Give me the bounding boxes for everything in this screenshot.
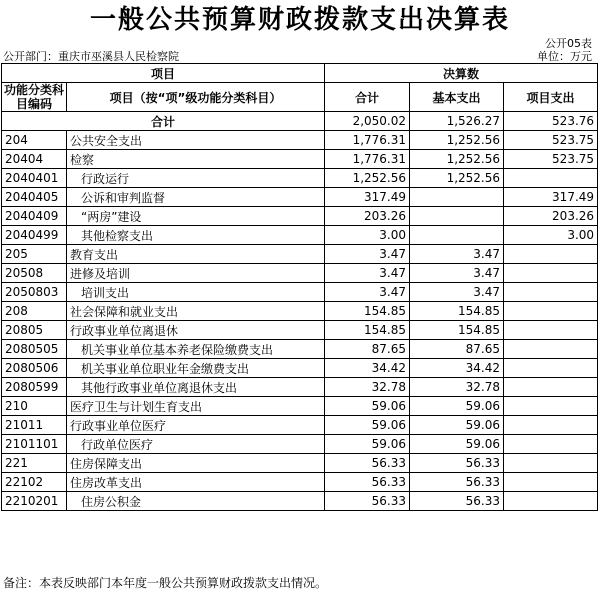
table-row <box>2 492 598 511</box>
row-code: 21011 <box>2 416 67 435</box>
row-code: 20805 <box>2 321 67 340</box>
row-name: “两房”建设 <box>67 207 325 226</box>
row-basic: 154.85 <box>410 321 504 340</box>
header-item: 项目 <box>2 64 325 83</box>
row-basic: 1,252.56 <box>410 150 504 169</box>
table-row <box>2 245 598 264</box>
header-row-1 <box>2 64 598 83</box>
row-code: 210 <box>2 397 67 416</box>
table-row <box>2 188 598 207</box>
row-project: 3.00 <box>504 226 598 245</box>
row-project <box>504 454 598 473</box>
row-code: 2040401 <box>2 169 67 188</box>
row-name: 住房保障支出 <box>67 454 325 473</box>
row-code: 20508 <box>2 264 67 283</box>
row-total: 154.85 <box>325 321 410 340</box>
table-row <box>2 340 598 359</box>
table-row <box>2 435 598 454</box>
table-row <box>2 397 598 416</box>
row-total: 56.33 <box>325 492 410 511</box>
row-name: 教育支出 <box>67 245 325 264</box>
row-basic: 3.47 <box>410 283 504 302</box>
row-project <box>504 169 598 188</box>
row-project <box>504 264 598 283</box>
row-project <box>504 340 598 359</box>
table-row <box>2 226 598 245</box>
row-total: 317.49 <box>325 188 410 207</box>
table-row <box>2 321 598 340</box>
row-basic <box>410 226 504 245</box>
row-name: 住房改革支出 <box>67 473 325 492</box>
row-name: 检察 <box>67 150 325 169</box>
row-total: 56.33 <box>325 473 410 492</box>
row-basic: 1,252.56 <box>410 169 504 188</box>
row-total: 59.06 <box>325 435 410 454</box>
meta-row <box>0 48 598 64</box>
row-name: 医疗卫生与计划生育支出 <box>67 397 325 416</box>
row-basic: 56.33 <box>410 473 504 492</box>
header-name: 项目（按“项”级功能分类科目） <box>67 83 325 112</box>
row-total: 1,776.31 <box>325 150 410 169</box>
row-code: 204 <box>2 131 67 150</box>
row-name: 公诉和审判监督 <box>67 188 325 207</box>
header-row-2 <box>2 83 598 112</box>
row-total: 1,252.56 <box>325 169 410 188</box>
table-row <box>2 131 598 150</box>
form-number: 公开05表 <box>545 37 592 50</box>
row-code: 2210201 <box>2 492 67 511</box>
row-project <box>504 359 598 378</box>
row-basic: 87.65 <box>410 340 504 359</box>
row-name: 进修及培训 <box>67 264 325 283</box>
table-row <box>2 416 598 435</box>
row-total: 34.42 <box>325 359 410 378</box>
row-basic: 56.33 <box>410 454 504 473</box>
unit-label: 单位：万元 <box>537 50 592 63</box>
table-row <box>2 264 598 283</box>
row-total: 3.00 <box>325 226 410 245</box>
row-code: 205 <box>2 245 67 264</box>
row-code: 208 <box>2 302 67 321</box>
row-project <box>504 492 598 511</box>
row-basic: 56.33 <box>410 492 504 511</box>
row-code: 2080505 <box>2 340 67 359</box>
row-basic: 32.78 <box>410 378 504 397</box>
row-project <box>504 397 598 416</box>
row-total: 154.85 <box>325 302 410 321</box>
row-total: 59.06 <box>325 416 410 435</box>
row-name: 社会保障和就业支出 <box>67 302 325 321</box>
row-code: 2050803 <box>2 283 67 302</box>
row-basic: 1,252.56 <box>410 131 504 150</box>
row-project <box>504 283 598 302</box>
row-total: 3.47 <box>325 283 410 302</box>
total-row <box>2 112 598 131</box>
total-sum: 2,050.02 <box>325 112 410 131</box>
row-code: 2080599 <box>2 378 67 397</box>
table-row <box>2 302 598 321</box>
row-total: 59.06 <box>325 397 410 416</box>
total-label: 合计 <box>2 112 325 131</box>
row-name: 培训支出 <box>67 283 325 302</box>
row-project: 203.26 <box>504 207 598 226</box>
row-basic: 59.06 <box>410 435 504 454</box>
expenditure-table <box>1 63 598 511</box>
row-project <box>504 245 598 264</box>
row-project: 523.75 <box>504 131 598 150</box>
row-name: 行政事业单位医疗 <box>67 416 325 435</box>
row-total: 3.47 <box>325 245 410 264</box>
row-project <box>504 378 598 397</box>
table-row <box>2 150 598 169</box>
table-row <box>2 169 598 188</box>
row-code: 22102 <box>2 473 67 492</box>
table-row <box>2 378 598 397</box>
row-code: 2080506 <box>2 359 67 378</box>
department-label: 公开部门：重庆市巫溪县人民检察院 <box>3 50 179 63</box>
row-name: 机关事业单位职业年金缴费支出 <box>67 359 325 378</box>
row-basic: 59.06 <box>410 416 504 435</box>
row-name: 行政单位医疗 <box>67 435 325 454</box>
footnote: 备注：本表反映部门本年度一般公共预算财政拨款支出情况。 <box>3 576 328 590</box>
row-name: 公共安全支出 <box>67 131 325 150</box>
row-basic: 154.85 <box>410 302 504 321</box>
table-row <box>2 283 598 302</box>
row-total: 87.65 <box>325 340 410 359</box>
row-code: 221 <box>2 454 67 473</box>
row-name: 其他行政事业单位离退休支出 <box>67 378 325 397</box>
row-project <box>504 321 598 340</box>
row-total: 56.33 <box>325 454 410 473</box>
row-total: 32.78 <box>325 378 410 397</box>
row-basic: 3.47 <box>410 245 504 264</box>
row-project <box>504 302 598 321</box>
row-basic: 59.06 <box>410 397 504 416</box>
row-name: 行政运行 <box>67 169 325 188</box>
row-basic: 3.47 <box>410 264 504 283</box>
row-project <box>504 473 598 492</box>
row-total: 1,776.31 <box>325 131 410 150</box>
page-title: 一般公共预算财政拨款支出决算表 <box>89 5 510 35</box>
header-project: 项目支出 <box>504 83 598 112</box>
row-project <box>504 435 598 454</box>
table-row <box>2 473 598 492</box>
header-basic: 基本支出 <box>410 83 504 112</box>
row-project <box>504 416 598 435</box>
row-name: 行政事业单位离退休 <box>67 321 325 340</box>
header-final-amount: 决算数 <box>325 64 598 83</box>
total-basic: 1,526.27 <box>410 112 504 131</box>
table-row <box>2 207 598 226</box>
row-code: 2040409 <box>2 207 67 226</box>
row-code: 2040405 <box>2 188 67 207</box>
row-code: 20404 <box>2 150 67 169</box>
row-name: 机关事业单位基本养老保险缴费支出 <box>67 340 325 359</box>
row-total: 3.47 <box>325 264 410 283</box>
row-name: 其他检察支出 <box>67 226 325 245</box>
row-code: 2040499 <box>2 226 67 245</box>
row-project: 317.49 <box>504 188 598 207</box>
row-code: 2101101 <box>2 435 67 454</box>
row-basic <box>410 188 504 207</box>
row-project: 523.75 <box>504 150 598 169</box>
table-row <box>2 359 598 378</box>
row-basic: 34.42 <box>410 359 504 378</box>
row-name: 住房公积金 <box>67 492 325 511</box>
header-code: 功能分类科目编码 <box>2 83 67 112</box>
total-project: 523.76 <box>504 112 598 131</box>
header-total: 合计 <box>325 83 410 112</box>
table-row <box>2 454 598 473</box>
row-basic <box>410 207 504 226</box>
row-total: 203.26 <box>325 207 410 226</box>
